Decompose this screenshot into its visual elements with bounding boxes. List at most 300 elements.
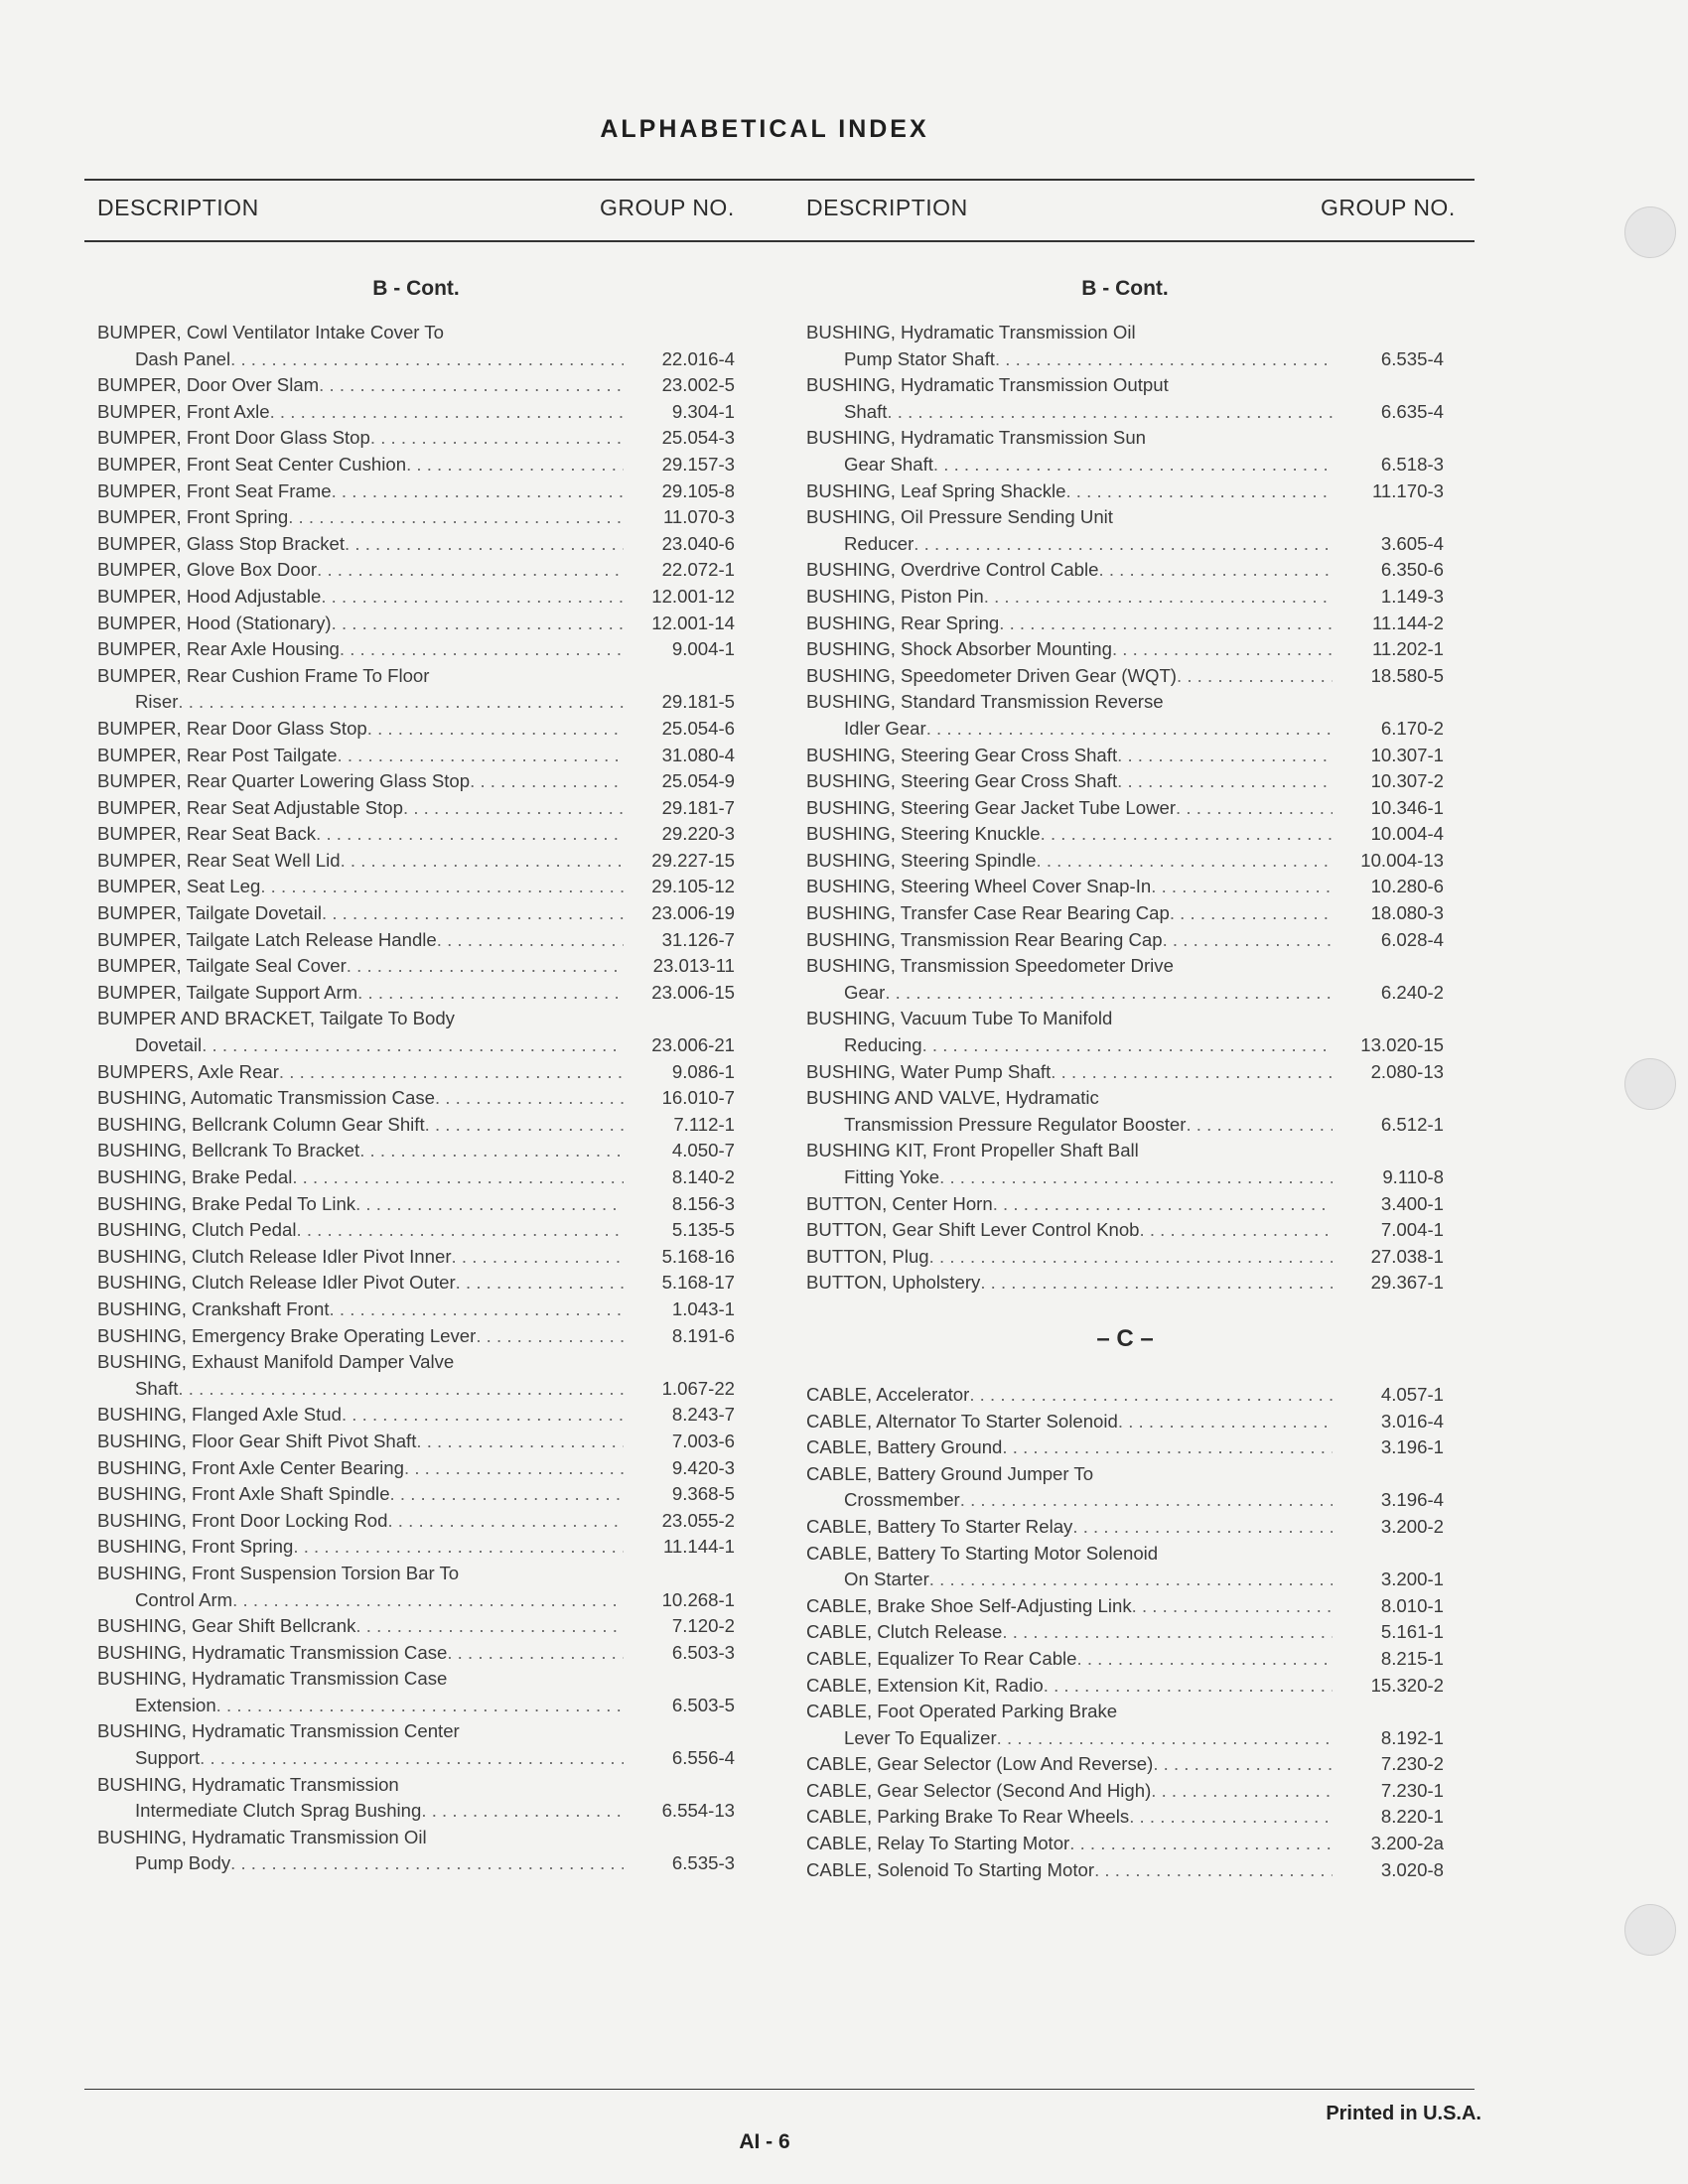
dot-leader	[1118, 1409, 1333, 1435]
dot-leader	[929, 1244, 1333, 1271]
entry-description: BUSHING, Floor Gear Shift Pivot Shaft	[97, 1430, 417, 1451]
dot-leader	[1044, 1673, 1333, 1700]
dot-leader	[337, 743, 624, 769]
entry-group-number: 7.230-2	[1380, 1753, 1444, 1775]
entry-description: BUSHING, Bellcrank To Bracket	[97, 1140, 360, 1161]
entry-description: Control Arm	[135, 1588, 233, 1610]
entry-description: BUSHING, Steering Gear Jacket Tube Lower	[806, 796, 1177, 818]
entry-description: BUSHING, Leaf Spring Shackle	[806, 479, 1066, 501]
entry-description: Support	[135, 1747, 201, 1769]
entry-description: BUSHING, Clutch Release Idler Pivot Outer	[97, 1272, 456, 1294]
dot-leader	[347, 953, 624, 980]
entry-group-number: 3.200-2	[1380, 1515, 1444, 1537]
dot-leader	[885, 980, 1333, 1007]
index-entry	[806, 663, 1444, 690]
dot-leader	[456, 1270, 624, 1297]
entry-description: BUSHING, Speedometer Driven Gear (WQT)	[806, 664, 1178, 686]
entry-group-number: 10.268-1	[661, 1588, 735, 1610]
entry-description: Shaft	[135, 1377, 179, 1399]
index-entry	[806, 372, 1444, 425]
entry-description: BUSHING, Hydramatic Transmission Case	[97, 1641, 448, 1663]
entry-description: Crossmember	[844, 1489, 960, 1511]
dot-leader	[1176, 795, 1333, 822]
index-entry	[97, 1640, 735, 1667]
dot-leader	[1177, 663, 1333, 690]
dot-leader	[960, 1487, 1333, 1514]
entry-group-number: 15.320-2	[1370, 1674, 1444, 1696]
index-entry	[97, 1666, 735, 1718]
index-entry	[806, 1434, 1444, 1461]
column-head-description-right: DESCRIPTION	[806, 195, 968, 220]
entry-description: BUSHING, Front Axle Shaft Spindle	[97, 1483, 390, 1505]
index-entry	[806, 1059, 1444, 1086]
entry-group-number: 6.240-2	[1380, 981, 1444, 1003]
entry-group-number: 23.006-15	[651, 981, 735, 1003]
column-head-group-right: GROUP NO.	[1321, 195, 1456, 220]
entry-group-number: 8.243-7	[671, 1404, 735, 1426]
entry-group-number: 9.420-3	[671, 1456, 735, 1478]
index-entry	[97, 399, 735, 426]
entry-group-number: 6.028-4	[1380, 928, 1444, 950]
dot-leader	[341, 848, 624, 875]
dot-leader	[387, 1508, 624, 1535]
entry-group-number: 29.181-5	[661, 691, 735, 713]
dot-leader	[926, 716, 1333, 743]
dot-leader	[476, 1323, 624, 1350]
entry-group-number: 9.110-8	[1382, 1166, 1444, 1187]
column-head-description-left: DESCRIPTION	[97, 195, 259, 220]
entry-group-number: 1.067-22	[661, 1377, 735, 1399]
entry-group-number: 31.126-7	[661, 928, 735, 950]
index-entry	[806, 1619, 1444, 1646]
entry-description: BUTTON, Plug	[806, 1245, 929, 1267]
entry-description: CABLE, Parking Brake To Rear Wheels	[806, 1806, 1130, 1828]
entry-group-number: 6.556-4	[671, 1747, 735, 1769]
entry-group-number: 3.605-4	[1380, 532, 1444, 554]
dot-leader	[1002, 1434, 1333, 1461]
index-entry	[97, 1772, 735, 1825]
index-entry	[97, 1006, 735, 1058]
index-entry	[806, 743, 1444, 769]
index-entry	[806, 1541, 1444, 1593]
entry-group-number: 6.350-6	[1380, 559, 1444, 581]
index-entry	[97, 768, 735, 795]
entry-group-number: 29.105-8	[661, 479, 735, 501]
entry-description: CABLE, Relay To Starting Motor	[806, 1833, 1070, 1854]
entry-description: On Starter	[844, 1569, 929, 1590]
entry-description: BUSHING, Front Suspension Torsion Bar To	[97, 1562, 460, 1583]
entry-description: BUSHING, Emergency Brake Operating Lever	[97, 1324, 477, 1346]
index-entry	[806, 1778, 1444, 1805]
index-entry	[806, 1751, 1444, 1778]
dot-leader	[332, 611, 624, 637]
dot-leader	[1151, 874, 1333, 900]
entry-description: BUSHING, Steering Wheel Cover Snap-In	[806, 876, 1152, 897]
entry-group-number: 8.191-6	[671, 1324, 735, 1346]
right-column	[806, 270, 1444, 1883]
entry-description: Pump Body	[135, 1852, 231, 1874]
entry-group-number: 1.149-3	[1380, 585, 1444, 607]
entry-group-number: 5.168-16	[661, 1245, 735, 1267]
printed-in-usa: Printed in U.S.A.	[1326, 2103, 1481, 2124]
entry-group-number: 7.004-1	[1380, 1219, 1444, 1241]
dot-leader	[330, 1297, 624, 1323]
entry-description: Fitting Yoke	[844, 1166, 940, 1187]
dot-leader	[342, 1402, 624, 1429]
dot-leader	[230, 1850, 624, 1877]
index-entry	[806, 504, 1444, 557]
dot-leader	[1129, 1804, 1333, 1831]
entry-description: Gear	[844, 981, 886, 1003]
entry-group-number: 25.054-3	[661, 427, 735, 449]
index-entry	[97, 1085, 735, 1112]
dot-leader	[437, 927, 624, 954]
entry-description: BUSHING, Clutch Release Idler Pivot Inner	[97, 1245, 452, 1267]
entry-description: BUMPER, Seat Leg	[97, 876, 261, 897]
index-entry	[806, 1699, 1444, 1751]
index-entry	[97, 1561, 735, 1613]
index-entry	[97, 1402, 735, 1429]
entry-description: CABLE, Clutch Release	[806, 1621, 1003, 1643]
index-entry	[97, 557, 735, 584]
dot-leader	[279, 1059, 624, 1086]
index-entry	[97, 716, 735, 743]
entry-group-number: 5.135-5	[671, 1219, 735, 1241]
index-entry	[97, 1825, 735, 1877]
dot-leader	[929, 1567, 1333, 1593]
index-entry	[97, 743, 735, 769]
entry-description: BUSHING, Rear Spring	[806, 612, 1000, 633]
dot-leader	[321, 584, 624, 611]
entry-group-number: 11.144-1	[662, 1536, 735, 1558]
entry-description: BUSHING, Clutch Pedal	[97, 1219, 297, 1241]
index-entry	[97, 452, 735, 478]
entry-group-number: 9.004-1	[671, 638, 735, 660]
entry-description: BUSHING, Crankshaft Front	[97, 1297, 330, 1319]
entry-description: BUSHING AND VALVE, Hydramatic	[806, 1087, 1099, 1109]
index-entry	[806, 1673, 1444, 1700]
dot-leader	[997, 1725, 1333, 1752]
dot-leader	[296, 1217, 624, 1244]
entry-description: BUMPER, Door Over Slam	[97, 374, 320, 396]
entry-group-number: 13.020-15	[1360, 1034, 1444, 1056]
dot-leader	[230, 346, 624, 373]
dot-leader	[355, 1613, 624, 1640]
index-entry	[806, 584, 1444, 611]
entry-group-number: 10.346-1	[1370, 796, 1444, 818]
dot-leader	[322, 900, 624, 927]
index-entry	[806, 1217, 1444, 1244]
entry-group-number: 9.304-1	[671, 400, 735, 422]
entry-description: CABLE, Solenoid To Starting Motor	[806, 1858, 1095, 1880]
entry-description: BUSHING, Transmission Speedometer Drive	[806, 955, 1174, 977]
dot-leader	[260, 874, 624, 900]
entry-description: BUSHING, Steering Gear Cross Shaft	[806, 744, 1118, 765]
dot-leader	[421, 1798, 624, 1825]
entry-group-number: 23.040-6	[661, 532, 735, 554]
dot-leader	[1037, 848, 1334, 875]
entry-description: Transmission Pressure Regulator Booster	[844, 1113, 1187, 1135]
index-entry	[97, 1112, 735, 1139]
dot-leader	[914, 531, 1333, 558]
index-entry	[806, 478, 1444, 505]
index-entry	[97, 1138, 735, 1164]
entry-description: BUMPER, Rear Seat Adjustable Stop	[97, 796, 403, 818]
index-entry	[806, 611, 1444, 637]
entry-description: BUSHING, Piston Pin	[806, 585, 984, 607]
entry-group-number: 3.200-1	[1380, 1569, 1444, 1590]
entry-description: BUSHING, Gear Shift Bellcrank	[97, 1615, 356, 1637]
entry-description: BUSHING, Standard Transmission Reverse	[806, 691, 1164, 713]
entry-description: BUSHING, Steering Spindle	[806, 849, 1037, 871]
entry-group-number: 11.144-2	[1371, 612, 1444, 633]
entry-description: BUMPER, Glove Box Door	[97, 559, 318, 581]
index-entry	[806, 1270, 1444, 1297]
entry-group-number: 10.307-1	[1370, 744, 1444, 765]
entry-description: Intermediate Clutch Sprag Bushing	[135, 1800, 422, 1822]
header-top-rule	[84, 179, 1475, 181]
entry-group-number: 7.003-6	[671, 1430, 735, 1451]
entry-group-number: 27.038-1	[1370, 1245, 1444, 1267]
entry-group-number: 10.004-13	[1360, 849, 1444, 871]
dot-leader	[202, 1032, 624, 1059]
index-entry	[97, 531, 735, 558]
index-entry	[97, 1613, 735, 1640]
index-entry	[97, 848, 735, 875]
entry-description: Reducer	[844, 532, 914, 554]
dot-leader	[887, 399, 1333, 426]
entry-description: BUSHING, Front Axle Center Bearing	[97, 1456, 404, 1478]
dot-leader	[178, 689, 624, 716]
index-entry	[97, 1429, 735, 1455]
entry-description: BUMPER, Tailgate Support Arm	[97, 981, 358, 1003]
entry-description: BUSHING, Bellcrank Column Gear Shift	[97, 1113, 425, 1135]
dot-leader	[340, 636, 624, 663]
index-entry	[97, 1718, 735, 1771]
dot-leader	[293, 1534, 624, 1561]
index-entry	[97, 1191, 735, 1218]
index-entry	[806, 1461, 1444, 1514]
entry-group-number: 23.006-21	[651, 1034, 735, 1056]
entry-description: BUSHING, Water Pump Shaft	[806, 1060, 1052, 1082]
entry-group-number: 9.086-1	[671, 1060, 735, 1082]
entry-description: Dovetail	[135, 1034, 203, 1056]
header-bottom-rule	[84, 240, 1475, 242]
entry-group-number: 25.054-6	[661, 717, 735, 739]
entry-group-number: 29.157-3	[661, 453, 735, 475]
entry-description: BUMPER, Cowl Ventilator Intake Cover To	[97, 322, 444, 342]
entry-group-number: 8.156-3	[671, 1192, 735, 1214]
entry-group-number: 9.368-5	[671, 1483, 735, 1505]
entry-group-number: 3.020-8	[1380, 1858, 1444, 1880]
dot-leader	[216, 1693, 624, 1719]
entry-description: BUMPERS, Axle Rear	[97, 1060, 279, 1082]
entry-group-number: 10.280-6	[1370, 876, 1444, 897]
entry-description: CABLE, Accelerator	[806, 1383, 970, 1405]
index-entry	[806, 1409, 1444, 1435]
entry-description: BUSHING, Vacuum Tube To Manifold	[806, 1008, 1113, 1029]
entry-description: BUSHING, Steering Knuckle	[806, 823, 1041, 845]
entry-group-number: 16.010-7	[661, 1087, 735, 1109]
dot-leader	[470, 768, 624, 795]
dot-leader	[1002, 1619, 1333, 1646]
index-entry	[806, 1857, 1444, 1884]
index-entry	[97, 584, 735, 611]
entry-description: BUSHING, Brake Pedal	[97, 1166, 293, 1187]
dot-leader	[1117, 768, 1333, 795]
entry-description: BUMPER AND BRACKET, Tailgate To Body	[97, 1008, 455, 1029]
dot-leader	[355, 1191, 624, 1218]
index-entry	[97, 320, 735, 372]
index-entry	[97, 504, 735, 531]
index-entry	[97, 1164, 735, 1191]
entry-group-number: 6.535-4	[1380, 347, 1444, 369]
entry-group-number: 11.170-3	[1371, 479, 1444, 501]
index-entry	[806, 821, 1444, 848]
index-entry	[97, 1508, 735, 1535]
entry-description: Idler Gear	[844, 717, 926, 739]
index-entry	[97, 1534, 735, 1561]
entry-description: BUMPER, Front Seat Center Cushion	[97, 453, 407, 475]
dot-leader	[390, 1481, 624, 1508]
dot-leader	[995, 346, 1333, 373]
dot-leader	[317, 557, 624, 584]
binder-punch-hole-top	[1624, 206, 1676, 258]
entry-group-number: 23.006-19	[651, 902, 735, 924]
entry-description: BUSHING, Automatic Transmission Case	[97, 1087, 435, 1109]
index-entry	[97, 900, 735, 927]
entry-group-number: 29.181-7	[661, 796, 735, 818]
index-entry	[97, 927, 735, 954]
entry-description: Extension	[135, 1694, 216, 1715]
entry-description: BUSHING, Hydramatic Transmission Center	[97, 1720, 460, 1742]
page-number: AI - 6	[739, 2130, 790, 2153]
index-entry	[806, 848, 1444, 875]
entry-group-number: 8.192-1	[1380, 1726, 1444, 1748]
entry-group-number: 3.016-4	[1380, 1410, 1444, 1432]
index-entry	[97, 874, 735, 900]
entry-description: BUMPER, Rear Quarter Lowering Glass Stop	[97, 770, 471, 792]
index-entry	[806, 953, 1444, 1006]
entry-description: CABLE, Gear Selector (Low And Reverse)	[806, 1753, 1154, 1775]
index-entry	[97, 1323, 735, 1350]
entry-group-number: 6.535-3	[671, 1852, 735, 1874]
entry-description: BUTTON, Center Horn	[806, 1192, 993, 1214]
entry-group-number: 10.004-4	[1370, 823, 1444, 845]
entry-group-number: 3.200-2a	[1370, 1833, 1444, 1854]
index-entry	[806, 425, 1444, 478]
index-entry	[806, 1831, 1444, 1857]
entry-description: BUSHING, Oil Pressure Sending Unit	[806, 506, 1113, 528]
index-entry	[806, 1138, 1444, 1190]
dot-leader	[933, 452, 1333, 478]
entry-group-number: 12.001-14	[651, 612, 735, 633]
entry-group-number: 7.120-2	[671, 1615, 735, 1637]
dot-leader	[447, 1640, 624, 1667]
entry-description: Reducing	[844, 1034, 922, 1056]
dot-leader	[1112, 636, 1333, 663]
entry-group-number: 31.080-4	[661, 744, 735, 765]
entry-group-number: 1.043-1	[671, 1297, 735, 1319]
entry-description: CABLE, Battery To Starting Motor Solenoid	[806, 1542, 1159, 1564]
entry-description: BUMPER, Front Spring	[97, 506, 289, 528]
entry-description: BUMPER, Rear Seat Back	[97, 823, 317, 845]
entry-group-number: 3.400-1	[1380, 1192, 1444, 1214]
dot-leader	[993, 1191, 1333, 1218]
dot-leader	[922, 1032, 1333, 1059]
entry-group-number: 6.503-5	[671, 1694, 735, 1715]
dot-leader	[403, 795, 624, 822]
entry-group-number: 23.013-11	[652, 955, 735, 977]
index-entry	[97, 1455, 735, 1482]
dot-leader	[406, 452, 624, 478]
entry-description: BUMPER, Rear Cushion Frame To Floor	[97, 664, 430, 686]
dot-leader	[357, 980, 624, 1007]
section-title-left: B - Cont.	[372, 277, 460, 300]
dot-leader	[359, 1138, 624, 1164]
entry-group-number: 10.307-2	[1370, 770, 1444, 792]
dot-leader	[232, 1587, 624, 1614]
entry-group-number: 29.367-1	[1370, 1272, 1444, 1294]
dot-leader	[270, 399, 624, 426]
dot-leader	[1163, 927, 1333, 954]
entry-description: BUSHING, Brake Pedal To Link	[97, 1192, 356, 1214]
dot-leader	[1170, 900, 1333, 927]
dot-leader	[332, 478, 624, 505]
section-title-c: – C –	[1096, 1324, 1154, 1352]
entry-group-number: 7.112-1	[673, 1113, 735, 1135]
entry-description: CABLE, Battery To Starter Relay	[806, 1515, 1073, 1537]
dot-leader	[999, 611, 1333, 637]
entry-description: Dash Panel	[135, 347, 231, 369]
entry-description: BUSHING, Shock Absorber Mounting	[806, 638, 1112, 660]
entry-description: BUMPER, Front Axle	[97, 400, 270, 422]
dot-leader	[1094, 1857, 1333, 1884]
entry-group-number: 25.054-9	[661, 770, 735, 792]
index-entry	[97, 1059, 735, 1086]
dot-leader	[1069, 1831, 1333, 1857]
index-entry	[97, 372, 735, 399]
entry-description: CABLE, Battery Ground	[806, 1436, 1003, 1458]
dot-leader	[178, 1376, 624, 1403]
entry-group-number: 29.105-12	[651, 876, 735, 897]
index-entry	[806, 900, 1444, 927]
index-entry	[806, 1646, 1444, 1673]
dot-leader	[404, 1455, 624, 1482]
entry-description: BUMPER, Front Seat Frame	[97, 479, 332, 501]
entry-group-number: 6.170-2	[1380, 717, 1444, 739]
dot-leader	[1117, 743, 1333, 769]
dot-leader	[416, 1429, 624, 1455]
entry-group-number: 12.001-12	[651, 585, 735, 607]
entry-description: BUSHING KIT, Front Propeller Shaft Ball	[806, 1140, 1139, 1161]
entry-group-number: 29.220-3	[661, 823, 735, 845]
entry-group-number: 4.057-1	[1380, 1383, 1444, 1405]
index-entry	[97, 821, 735, 848]
entry-group-number: 8.215-1	[1380, 1647, 1444, 1669]
index-entry	[806, 1804, 1444, 1831]
entry-description: CABLE, Extension Kit, Radio	[806, 1674, 1044, 1696]
entry-description: BUSHING, Hydramatic Transmission	[97, 1773, 399, 1795]
index-entry	[97, 795, 735, 822]
index-entry	[806, 320, 1444, 372]
index-entry	[806, 927, 1444, 954]
entry-group-number: 5.161-1	[1380, 1621, 1444, 1643]
dot-leader	[316, 821, 624, 848]
entry-description: BUMPER, Glass Stop Bracket	[97, 532, 346, 554]
dot-leader	[1051, 1059, 1333, 1086]
entry-description: BUSHING, Hydramatic Transmission Output	[806, 374, 1169, 396]
